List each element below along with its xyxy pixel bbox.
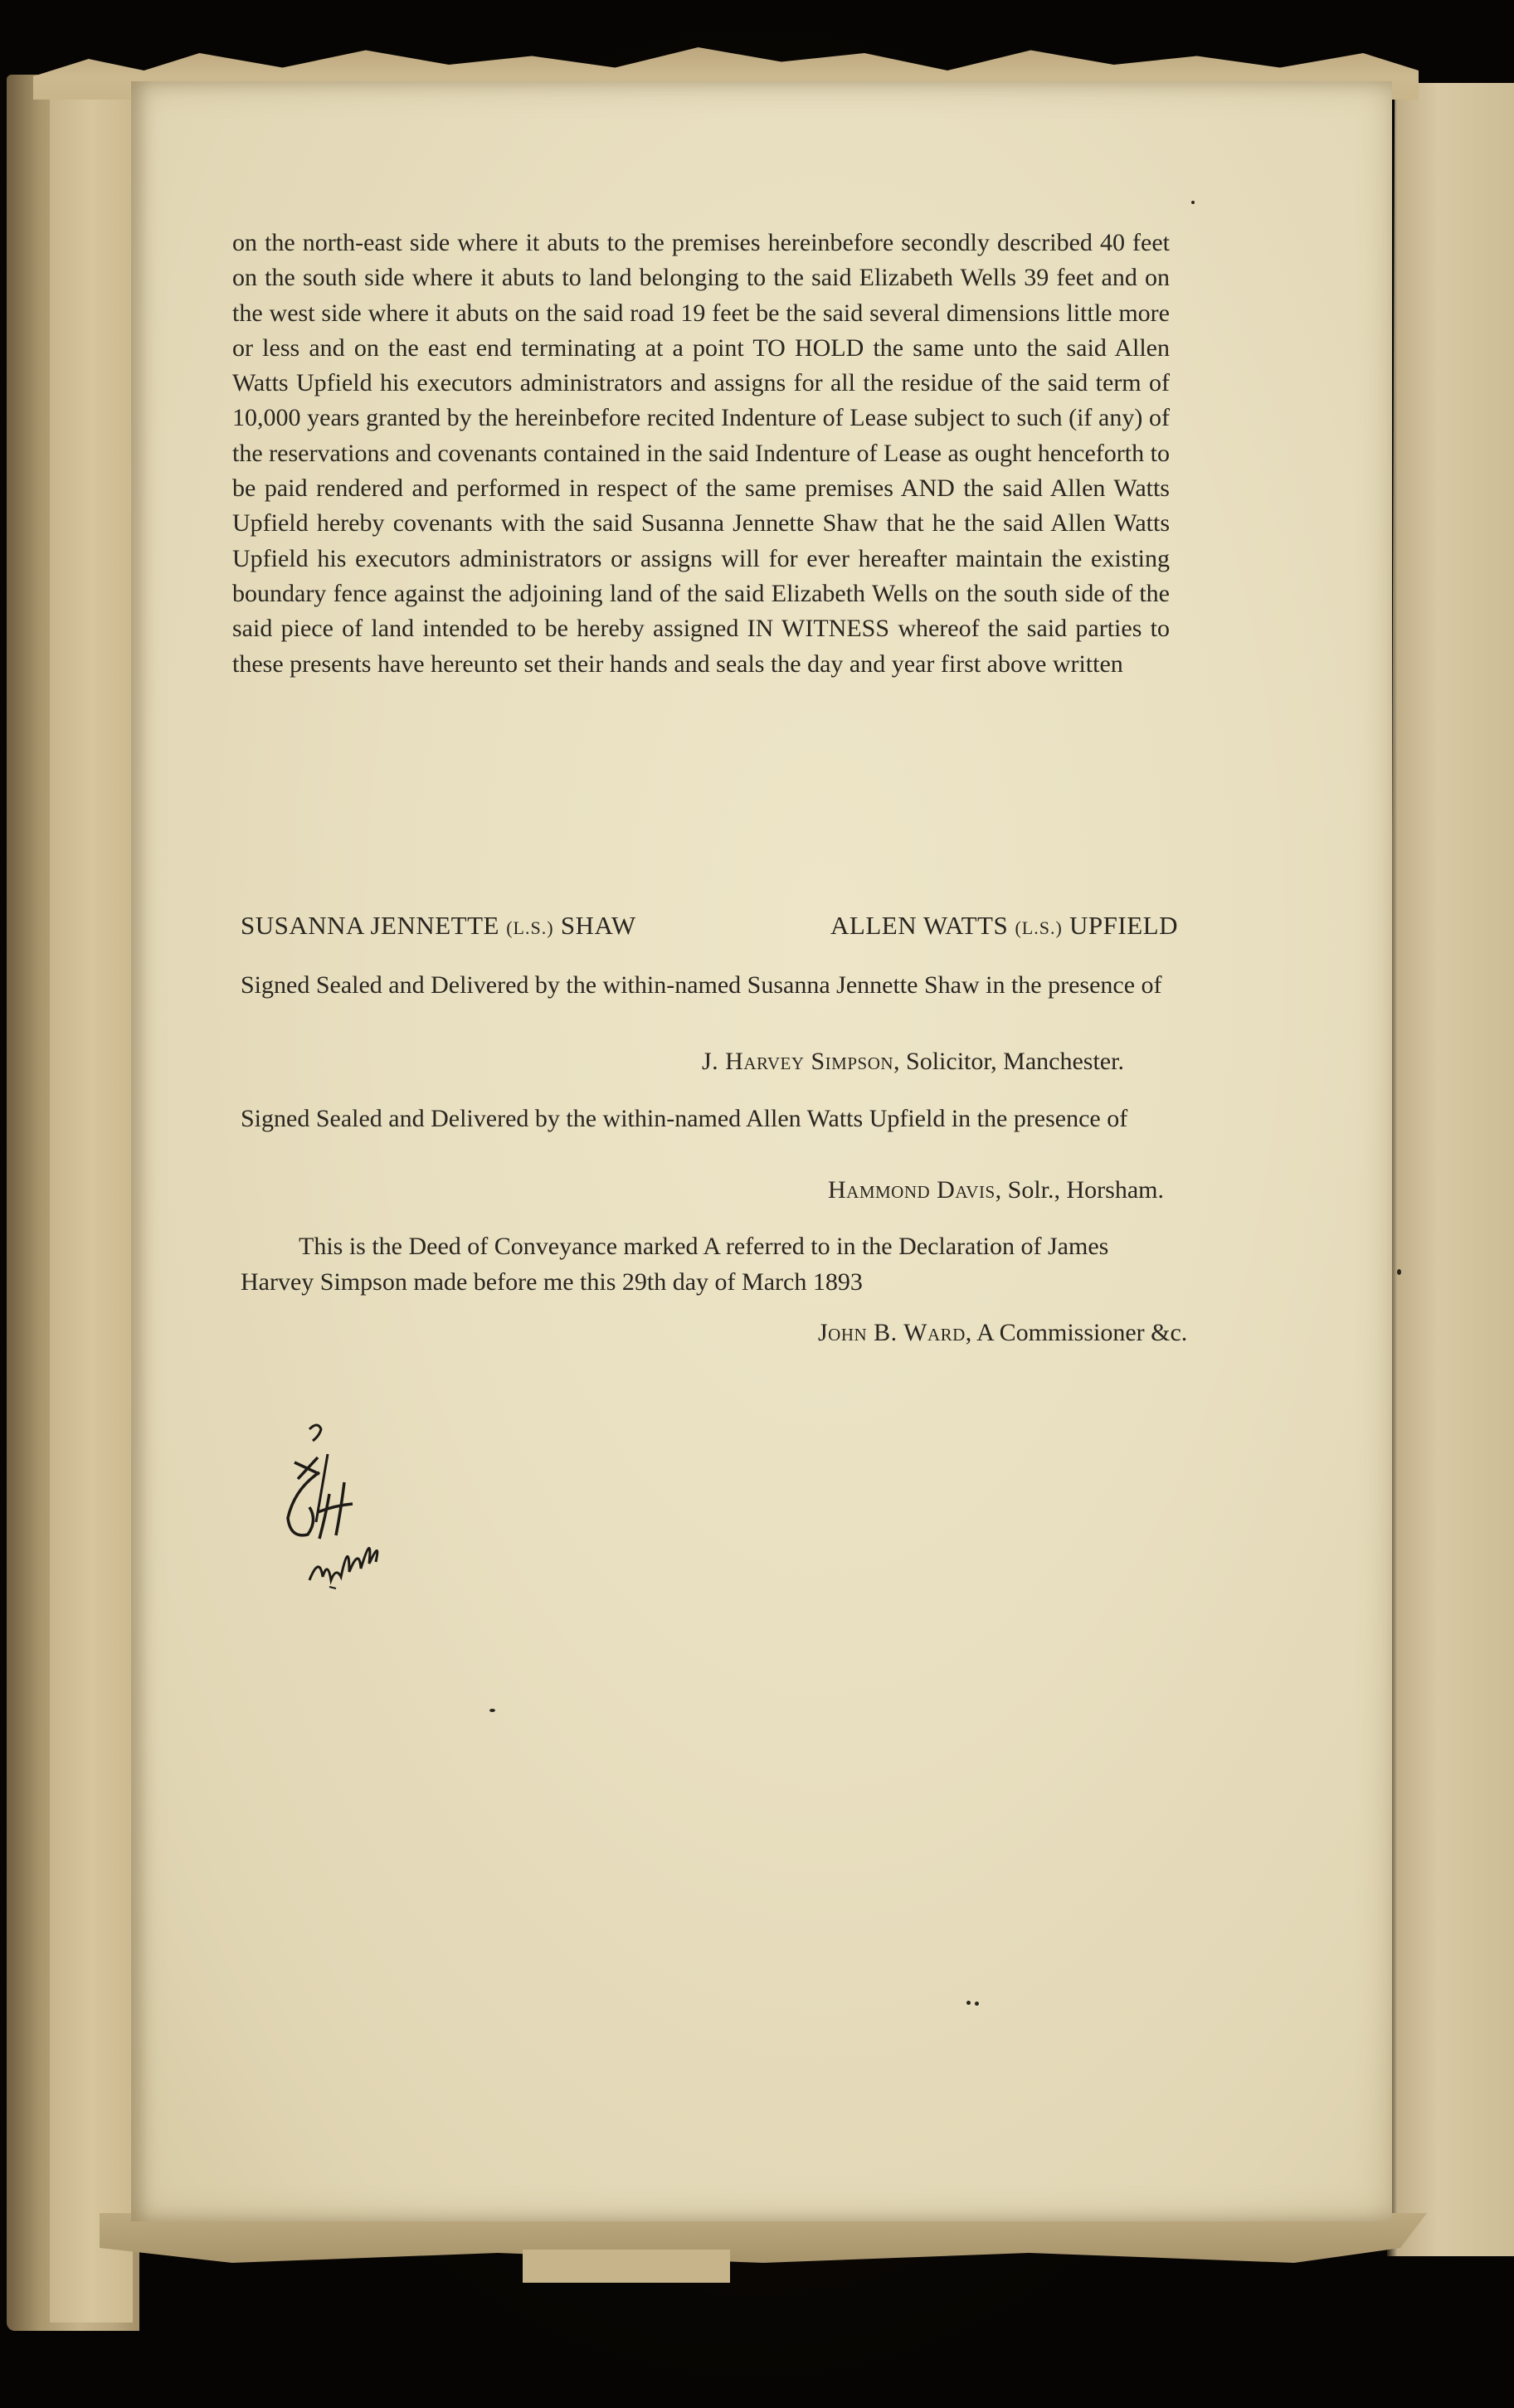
witness1-name: J. Harvey Simpson (702, 1048, 894, 1075)
signature-last-name: UPFIELD (1069, 911, 1178, 940)
ink-speck (489, 1709, 495, 1712)
left-page-edge (50, 83, 133, 2323)
witness1-clause: Signed Sealed and Delivered by the within-named Susanna Jennette Shaw in the presence of (241, 971, 1162, 999)
bottom-tab (523, 2250, 730, 2283)
witness1-signature (702, 1048, 1124, 1076)
ink-speck (1397, 1269, 1401, 1275)
seal-mark: (L.S.) (506, 917, 554, 938)
deed-body-text: on the north-east side where it abuts to the premises hereinbefore secondly described 40 feet on the south side where it abuts to land belonging to the said Elizabeth Wells 39 feet and on the west side where it abuts on the said road 19 feet be the said several dimensions little more or less and on the east end terminating at a point TO HOLD the same unto the said Allen Watts Upfield his executors administrators and assigns for all the residue of the said term of 10,000 years granted by the hereinbefore recited Indenture of Lease subject to such (if any) of the reservations and covenants contained in the said Indenture of Lease as ought henceforth to be paid rendered and performed in respect of the same premises AND the said Allen Watts Upfield hereby covenants with the said Susanna Jennette Shaw that he the said Allen Watts Upfield his executors administrators or assigns will for ever hereafter maintain the existing boundary fence against the adjoining land of the said Elizabeth Wells on the south side of the said piece of land intended to be hereby assigned IN WITNESS whereof the said parties to these presents have hereunto set their hands and seals the day and year first above written (232, 229, 1170, 678)
ink-speck (966, 2001, 971, 2005)
signature-first-name: SUSANNA JENNETTE (241, 911, 499, 940)
ink-speck (975, 2002, 979, 2006)
right-page-edge (1387, 83, 1514, 2256)
witness2-clause: Signed Sealed and Delivered by the within-named Allen Watts Upfield in the presence of (241, 1105, 1128, 1132)
handwritten-initials-mark (270, 1414, 411, 1613)
exhibit-statement (241, 1228, 1178, 1300)
signature-susanna-shaw (241, 911, 636, 941)
signature-last-name: SHAW (560, 911, 636, 940)
witness2-signature (828, 1176, 1164, 1204)
signature-first-name: ALLEN WATTS (830, 911, 1009, 940)
commissioner-signature (818, 1319, 1187, 1347)
exhibit-statement-text: This is the Deed of Conveyance marked A referred to in the Declaration of James Harvey Simpson made before me this 29th day of March 1893 (241, 1233, 1109, 1296)
witness2-role: , Solr., Horsham. (995, 1176, 1164, 1204)
seal-mark: (L.S.) (1015, 917, 1063, 938)
ink-speck (1191, 201, 1195, 204)
commissioner-role: , A Commissioner &c. (965, 1319, 1188, 1346)
commissioner-name: John B. Ward (818, 1319, 966, 1346)
signature-line (241, 911, 1178, 941)
signature-allen-upfield (830, 911, 1178, 941)
witness1-role: , Solicitor, Manchester. (893, 1048, 1124, 1075)
witness2-name: Hammond Davis (828, 1176, 996, 1204)
